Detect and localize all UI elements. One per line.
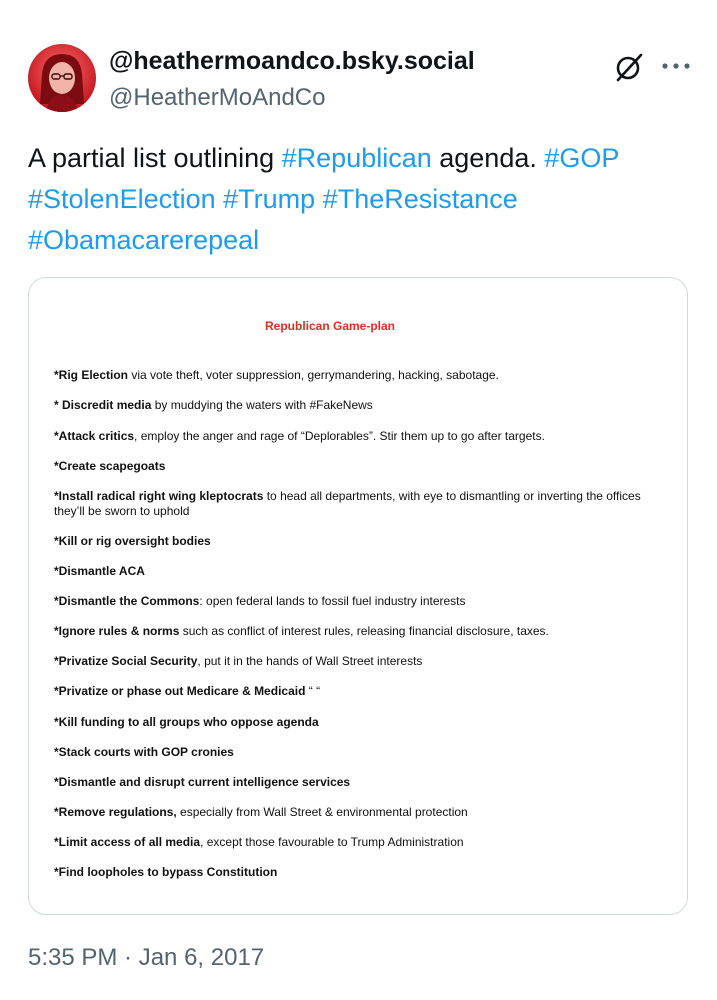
hashtag-link[interactable]: #StolenElection <box>28 184 216 214</box>
plan-list-item <box>54 775 669 790</box>
grok-icon <box>612 50 646 84</box>
plan-list-item <box>54 624 669 639</box>
author-handle[interactable]: @HeatherMoAndCo <box>109 84 326 111</box>
attached-image[interactable] <box>28 277 688 915</box>
hashtag-link[interactable]: #Trump <box>223 184 316 214</box>
plan-item-heading: *Attack critics <box>54 429 135 443</box>
plan-list-item <box>54 745 669 760</box>
plan-item-heading: *Create scapegoats <box>54 459 166 473</box>
plan-list-item <box>54 865 669 880</box>
author-display-name[interactable]: @heathermoandco.bsky.social <box>109 47 475 75</box>
avatar-photo <box>28 44 96 112</box>
plan-list-item <box>54 534 669 549</box>
plan-list-item <box>54 368 669 383</box>
tweet-timestamp[interactable]: 5:35 PM · Jan 6, 2017 <box>28 944 265 971</box>
plan-item-heading: *Install radical right wing kleptocrats <box>54 489 264 503</box>
hashtag-link[interactable]: #Obamacarerepeal <box>28 225 260 255</box>
plan-list-item <box>54 489 669 519</box>
plan-item-heading: * Discredit media <box>54 398 152 412</box>
hashtag-link[interactable]: #GOP <box>544 143 619 173</box>
plan-item-heading: *Privatize or phase out Medicare & Medicaid <box>54 684 306 698</box>
plan-list-item <box>54 459 669 474</box>
tweet-text-segment: A partial list outlining <box>28 143 282 173</box>
plan-item-heading: *Limit access of all media <box>54 835 201 849</box>
plan-item-heading: *Remove regulations, <box>54 805 177 819</box>
plan-item-heading: *Kill funding to all groups who oppose agenda <box>54 715 319 729</box>
plan-item-heading: *Stack courts with GOP cronies <box>54 745 234 759</box>
plan-item-detail: such as conflict of interest rules, releasing financial disclosure, taxes. <box>179 624 549 638</box>
plan-item-detail: , employ the anger and rage of “Deplorables”. Stir them up to go after targets. <box>134 429 545 443</box>
plan-list-item <box>54 805 669 820</box>
plan-item-heading: *Kill or rig oversight bodies <box>54 534 211 548</box>
plan-item-detail: by muddying the waters with #FakeNews <box>151 398 373 412</box>
plan-item-detail: via vote theft, voter suppression, gerrymandering, hacking, sabotage. <box>128 368 499 382</box>
plan-item-heading: *Dismantle ACA <box>54 564 145 578</box>
grok-button[interactable] <box>612 50 646 84</box>
more-dots-icon <box>660 54 692 78</box>
more-options-button[interactable] <box>660 54 692 78</box>
plan-item-detail: “ “ <box>305 684 321 698</box>
plan-item-heading: *Dismantle the Commons <box>54 594 200 608</box>
plan-list-item <box>54 654 669 669</box>
plan-list-item <box>54 684 669 699</box>
plan-item-detail: : open federal lands to fossil fuel industry interests <box>199 594 466 608</box>
tweet-text <box>28 138 698 261</box>
plan-list-item <box>54 594 669 609</box>
plan-item-detail: , except those favourable to Trump Administration <box>200 835 464 849</box>
hashtag-link[interactable]: #Republican <box>281 143 432 173</box>
plan-list-item <box>54 398 669 413</box>
tweet-text-segment: agenda. <box>431 143 545 173</box>
plan-item-heading: *Rig Election <box>54 368 129 382</box>
plan-list-item <box>54 429 669 444</box>
hashtag-link[interactable]: #TheResistance <box>322 184 518 214</box>
plan-item-heading: *Find loopholes to bypass Constitution <box>54 865 278 879</box>
tweet-text-segment <box>315 184 323 214</box>
plan-item-detail: , put it in the hands of Wall Street interests <box>197 654 423 668</box>
plan-list-item <box>54 715 669 730</box>
plan-item-detail: to head all departments, with eye to dismantling or inverting the offices they’ll be sworn to uphold <box>54 489 641 518</box>
plan-item-heading: *Privatize Social Security <box>54 654 198 668</box>
plan-item-detail: especially from Wall Street & environmental protection <box>176 805 468 819</box>
plan-item-heading: *Ignore rules & norms <box>54 624 180 638</box>
document-title: Republican Game-plan <box>264 319 396 333</box>
plan-list-item <box>54 835 669 850</box>
plan-item-heading: *Dismantle and disrupt current intelligence services <box>54 775 351 789</box>
avatar[interactable] <box>28 44 96 112</box>
plan-list-item <box>54 564 669 579</box>
